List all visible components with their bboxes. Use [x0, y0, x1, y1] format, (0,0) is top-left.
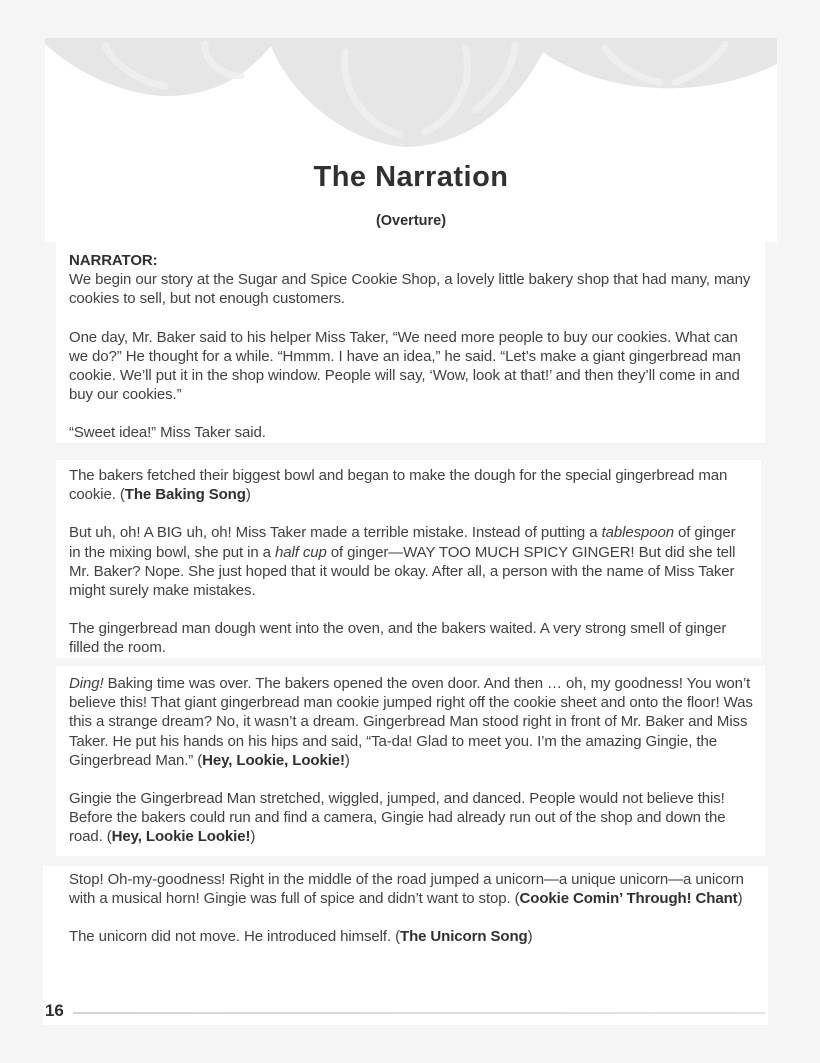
narration-block-1 — [56, 242, 765, 443]
page-title: The Narration — [313, 161, 509, 193]
narration-block-3 — [56, 666, 765, 856]
narration-paragraph: Stop! Oh-my-goodness! Right in the middle of the road jumped a unicorn—a unique unicorn—a unicorn with a musical horn! Gingie was full of spice and didn’t want to stop. (Cookie Comin’ Through! Chant) — [69, 871, 744, 908]
curtain-icon — [45, 38, 777, 153]
narration-block-4 — [43, 866, 768, 1025]
narration-paragraph: The unicorn did not move. He introduced himself. (The Unicorn Song) — [69, 928, 533, 946]
narration-paragraph: The gingerbread man dough went into the oven, and the bakers waited. A very strong smell of ginger filled the room. — [69, 620, 727, 657]
narration-paragraph: But uh, oh! A BIG uh, oh! Miss Taker made a terrible mistake. Instead of putting a tablespoon of ginger in the mixing bowl, she put in a half cup of ginger—WAY TOO MUCH SPICY GINGER! But did she tell Mr. Baker? Nope. She just hoped that it would be okay. After all, a person with the name of Miss Taker might surely make mistakes. — [69, 524, 736, 600]
narration-paragraph: “Sweet idea!” Miss Taker said. — [69, 424, 266, 442]
narration-paragraph: Gingie the Gingerbread Man stretched, wiggled, jumped, and danced. People would not believe this! Before the bakers could run and find a camera, Gingie had already run out of the shop and down the road. (Hey, Lookie Lookie!) — [69, 790, 726, 846]
title-block — [45, 38, 777, 242]
page-subtitle: (Overture) — [375, 213, 447, 229]
narration-block-2 — [56, 460, 761, 658]
narration-paragraph: We begin our story at the Sugar and Spice Cookie Shop, a lovely little bakery shop that had many, many cookies to sell, but not enough customers. — [69, 271, 751, 308]
speaker-label: NARRATOR: — [69, 252, 158, 269]
narration-paragraph: Ding! Baking time was over. The bakers opened the oven door. And then … oh, my goodness! You won’t believe this! That giant gingerbread man cookie jumped right off the cookie sheet and onto the floor! Was this a strange dream? No, it wasn’t a dream. Gingerbread Man stood right in front of Mr. Baker and Miss Taker. He put his hands on his hips and said, “Ta-da! Glad to meet you. I’m the amazing Gingie, the Gingerbread Man.” (Hey, Lookie, Lookie!) — [69, 675, 753, 769]
narration-paragraph: The bakers fetched their biggest bowl and began to make the dough for the special gingerbread man cookie. (The Baking Song) — [69, 467, 728, 504]
page-number: 16 — [45, 1001, 64, 1020]
footer-rule — [73, 1012, 765, 1014]
page-footer — [45, 1001, 765, 1021]
narration-paragraph: One day, Mr. Baker said to his helper Miss Taker, “We need more people to buy our cookies. What can we do?” He thought for a while. “Hmmm. I have an idea,” he said. “Let’s make a giant gingerbread man cookie. We’ll put it in the shop window. People will say, ‘Wow, look at that!’ and then they’ll come in and buy our cookies.” — [69, 328, 741, 404]
